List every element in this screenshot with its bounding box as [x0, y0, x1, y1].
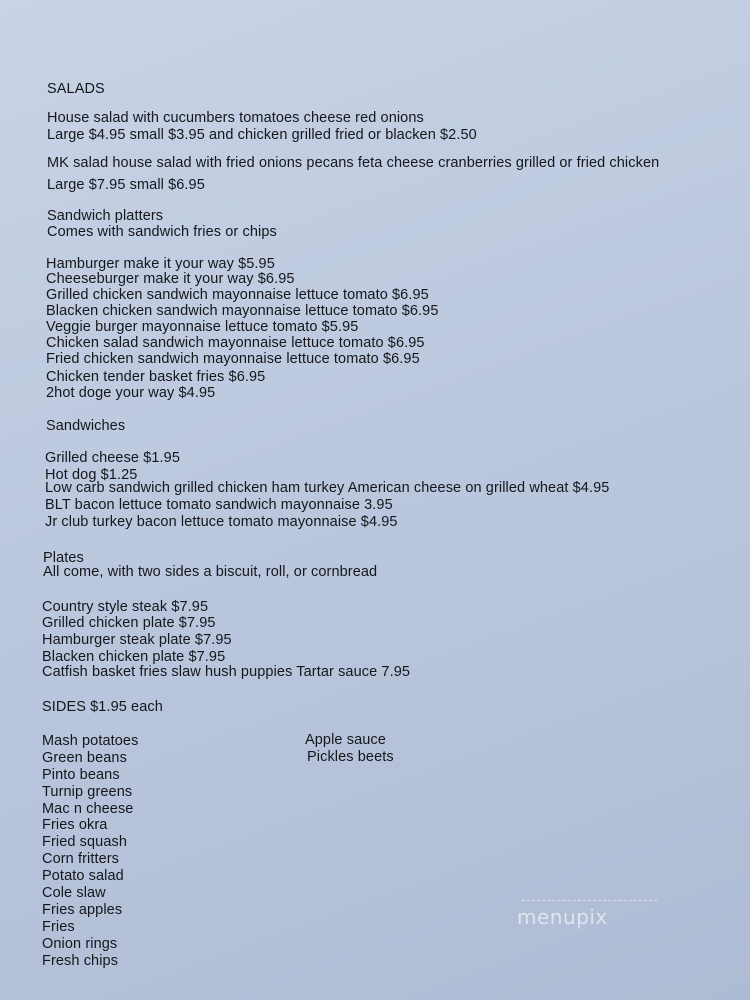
- platter-item: Chicken tender basket fries $6.95: [46, 369, 266, 385]
- sandwich-platters-subheading: Comes with sandwich fries or chips: [47, 224, 277, 240]
- watermark-text: menupix: [517, 905, 608, 929]
- salads-heading: SALADS: [47, 81, 105, 97]
- sandwich-item: Hot dog $1.25: [45, 467, 138, 483]
- platter-item: Fried chicken sandwich mayonnaise lettuce tomato $6.95: [46, 351, 420, 367]
- plate-item: Grilled chicken plate $7.95: [42, 615, 216, 631]
- house-salad-line: House salad with cucumbers tomatoes cheese red onions: [47, 110, 424, 126]
- side-item: Fresh chips: [42, 953, 119, 969]
- platter-item: Grilled chicken sandwich mayonnaise lettuce tomato $6.95: [46, 287, 429, 303]
- mk-salad-prices: Large $7.95 small $6.95: [47, 177, 205, 193]
- house-salad-prices: Large $4.95 small $3.95 and chicken grilled fried or blacken $2.50: [47, 127, 477, 143]
- side-item: Fries: [42, 919, 75, 935]
- sandwich-item: BLT bacon lettuce tomato sandwich mayonnaise 3.95: [45, 497, 393, 513]
- side-item: Mac n cheese: [42, 801, 134, 817]
- menupix-watermark: [512, 900, 662, 940]
- side-item: Turnip greens: [42, 784, 133, 800]
- plates-heading: Plates: [43, 550, 84, 566]
- side-item: Green beans: [42, 750, 127, 766]
- platter-item: Blacken chicken sandwich mayonnaise lettuce tomato $6.95: [46, 303, 439, 319]
- sandwich-item: Low carb sandwich grilled chicken ham turkey American cheese on grilled wheat $4.95: [45, 480, 610, 496]
- side-item: Cole slaw: [42, 885, 106, 901]
- side-item: Pickles beets: [307, 749, 394, 765]
- plate-item: Blacken chicken plate $7.95: [42, 649, 226, 665]
- sandwich-platters-heading: Sandwich platters: [47, 208, 164, 224]
- platter-item: 2hot doge your way $4.95: [46, 385, 216, 401]
- platter-item: Cheeseburger make it your way $6.95: [46, 271, 295, 287]
- mk-salad-line: MK salad house salad with fried onions pecans feta cheese cranberries grilled or fried chicken: [47, 155, 660, 171]
- sides-heading: SIDES $1.95 each: [42, 699, 163, 715]
- side-item: Corn fritters: [42, 851, 120, 867]
- side-item: Mash potatoes: [42, 733, 139, 749]
- side-item: Onion rings: [42, 936, 118, 952]
- side-item: Potato salad: [42, 868, 124, 884]
- sandwiches-heading: Sandwiches: [46, 418, 126, 434]
- platter-item: Hamburger make it your way $5.95: [46, 256, 275, 272]
- side-item: Fries okra: [42, 817, 108, 833]
- plate-item: Catfish basket fries slaw hush puppies Tartar sauce 7.95: [42, 664, 411, 680]
- side-item: Fries apples: [42, 902, 123, 918]
- platter-item: Chicken salad sandwich mayonnaise lettuce tomato $6.95: [46, 335, 425, 351]
- plates-subheading: All come, with two sides a biscuit, roll, or cornbread: [43, 564, 378, 580]
- plate-item: Country style steak $7.95: [42, 599, 209, 615]
- side-item: Pinto beans: [42, 767, 120, 783]
- side-item: Fried squash: [42, 834, 128, 850]
- sandwich-item: Jr club turkey bacon lettuce tomato mayonnaise $4.95: [45, 514, 398, 530]
- sandwich-item: Grilled cheese $1.95: [45, 450, 180, 466]
- plate-item: Hamburger steak plate $7.95: [42, 632, 232, 648]
- platter-item: Veggie burger mayonnaise lettuce tomato $5.95: [46, 319, 359, 335]
- side-item: Apple sauce: [305, 732, 386, 748]
- watermark-divider: [522, 900, 657, 901]
